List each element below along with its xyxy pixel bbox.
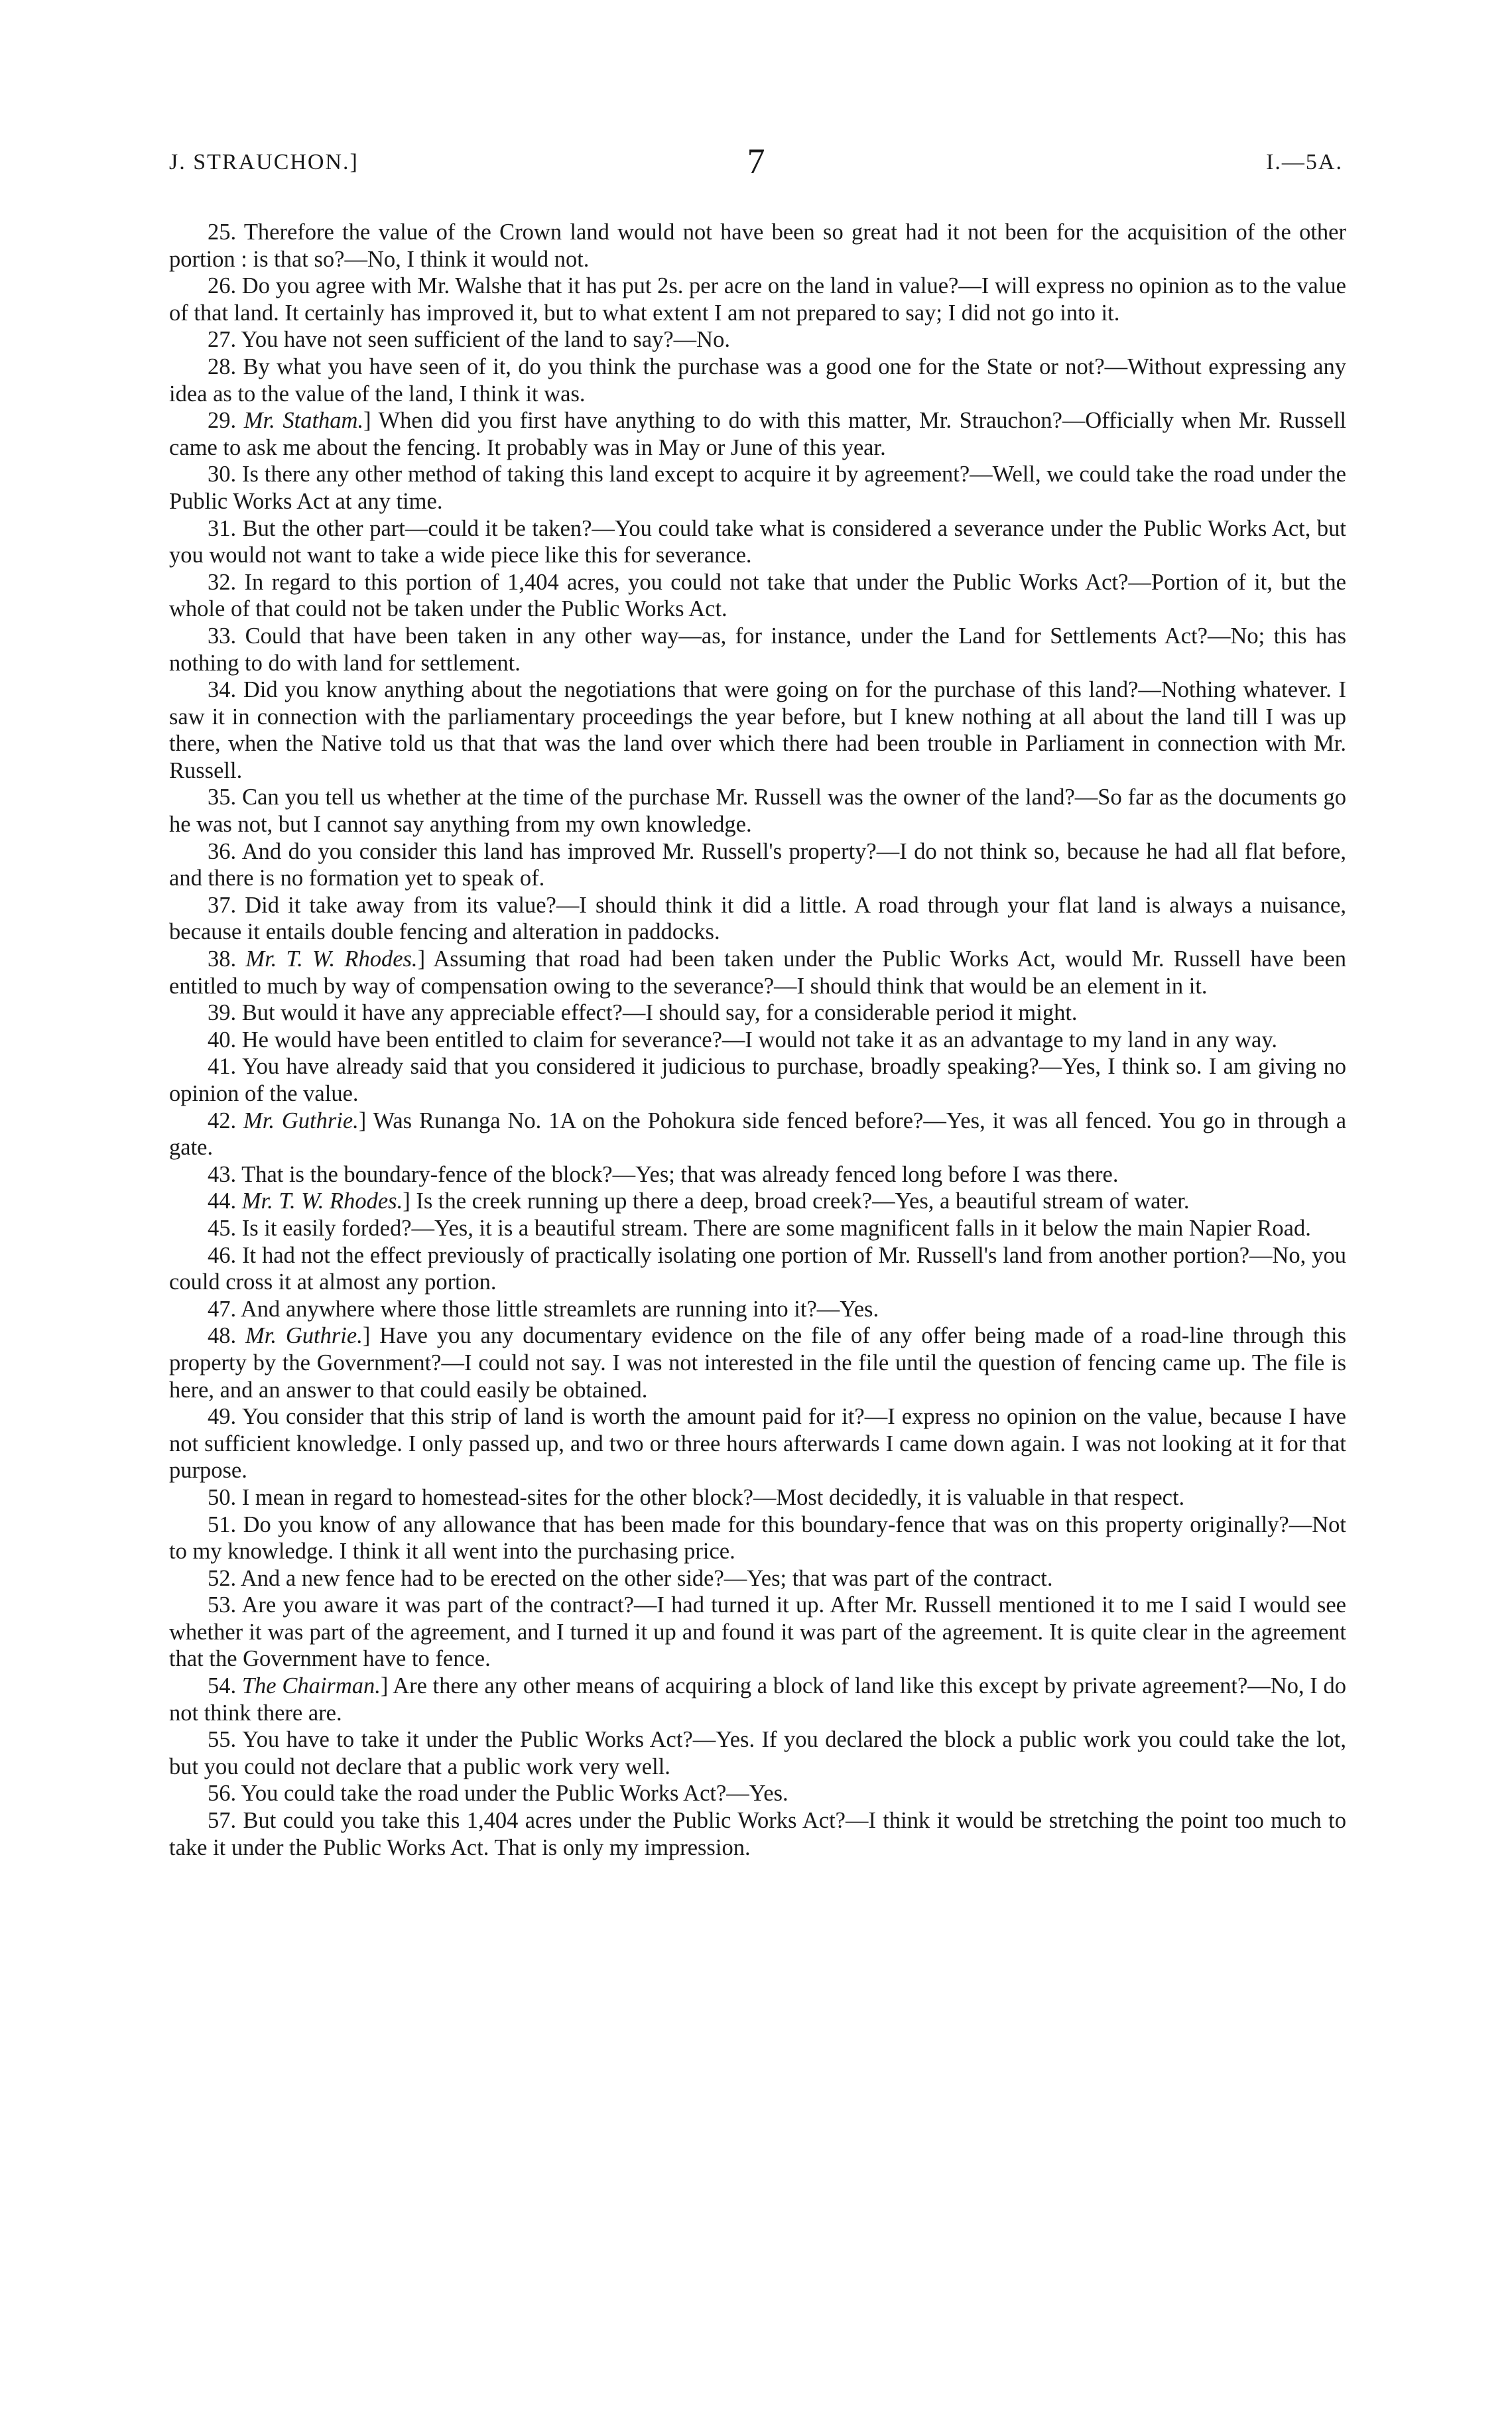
speaker-name: Mr. Guthrie. — [245, 1323, 363, 1349]
question-paragraph: 41. You have already said that you considered it judicious to purchase, broadly speaking?—Yes, I think so. I am giving no opinion of the value. — [169, 1054, 1346, 1106]
question-paragraph: 25. Therefore the value of the Crown land would not have been so great had it not been for the acquisition of the other portion : is that so?—No, I think it would not. — [169, 220, 1346, 272]
question-paragraph: 27. You have not seen sufficient of the land to say?—No. — [208, 327, 730, 353]
question-paragraph: 38. Mr. T. W. Rhodes.] Assuming that road had been taken under the Public Works Act, would Mr. Russell have been entitled to much by way of compensation owing to the severance?—I should think that would be an element in it. — [169, 946, 1347, 999]
question-paragraph: 57. But could you take this 1,404 acres under the Public Works Act?—I think it would be stretching the point too much to take it under the Public Works Act. That is only my impression. — [169, 1808, 1346, 1860]
question-paragraph: 45. Is it easily forded?—Yes, it is a beautiful stream. There are some magnificent falls in it below the main Napier Road. — [208, 1215, 1311, 1241]
question-paragraph: 49. You consider that this strip of land is worth the amount paid for it?—I express no opinion on the value, because I have not sufficient knowledge. I only passed up, and two or three hours afterwards I came down again. I was not looking at it for that purpose. — [169, 1404, 1346, 1484]
question-paragraph: 34. Did you know anything about the negotiations that were going on for the purchase of this land?—Nothing whatever. I saw it in connection with the parliamentary proceedings the year before, but I knew nothing at all about the land till I was up there, when the Native told us that that was the land over which there had been trouble in Parliament in connection with Mr. Russell. — [169, 677, 1346, 783]
question-paragraph: 28. By what you have seen of it, do you think the purchase was a good one for the State or not?—Without expressing any idea as to the value of the land, I think it was. — [169, 353, 1346, 407]
question-paragraph: 33. Could that have been taken in any other way—as, for instance, under the Land for Settlements Act?—No; this has nothing to do with land for settlement. — [169, 623, 1346, 676]
question-paragraph: 55. You have to take it under the Public Works Act?—Yes. If you declared the block a public work you could take the lot, but you could not declare that a public work very well. — [169, 1727, 1346, 1779]
question-paragraph: 40. He would have been entitled to claim for severance?—I would not take it as an advantage to my land in any way. — [208, 1027, 1277, 1053]
question-paragraph: 43. That is the boundary-fence of the block?—Yes; that was already fenced long before I was there. — [208, 1161, 1119, 1187]
question-paragraph: 37. Did it take away from its value?—I should think it did a little. A road through your flat land is always a nuisance, because it entails double fencing and alteration in paddocks. — [169, 892, 1346, 945]
question-paragraph: 54. The Chairman.] Are there any other means of acquiring a block of land like this except by private agreement?—No, I do not think there are. — [169, 1673, 1347, 1726]
speaker-name: Mr. Statham. — [243, 408, 364, 434]
page-number: 7 — [747, 141, 765, 181]
question-paragraph: 47. And anywhere where those little streamlets are running into it?—Yes. — [208, 1296, 879, 1322]
question-paragraph: 32. In regard to this portion of 1,404 acres, you could not take that under the Public Works Act?—Portion of it, but the whole of that could not be taken under the Public Works Act. — [169, 569, 1346, 622]
question-paragraph: 29. Mr. Statham.] When did you first have anything to do with this matter, Mr. Strauchon?—Officially when Mr. Russell came to ask me about the fencing. It probably was in May or June of this year. — [169, 408, 1347, 460]
question-paragraph: 52. And a new fence had to be erected on the other side?—Yes; that was part of the contract. — [208, 1565, 1053, 1591]
question-paragraph: 26. Do you agree with Mr. Walshe that it has put 2s. per acre on the land in value?—I will express no opinion as to the value of that land. It certainly has improved it, but to what extent I am not prepared to say; I did not go into it. — [169, 273, 1346, 326]
question-paragraph: 51. Do you know of any allowance that has been made for this boundary-fence that was on this property originally?—Not to my knowledge. I think it all went into the purchasing price. — [169, 1511, 1346, 1565]
question-paragraph: 46. It had not the effect previously of practically isolating one portion of Mr. Russell's land from another portion?—No, you could cross it at almost any portion. — [169, 1242, 1346, 1295]
speaker-name: Mr. T. W. Rhodes. — [245, 946, 418, 972]
evidence-body — [169, 219, 1346, 1861]
question-paragraph: 44. Mr. T. W. Rhodes.] Is the creek running up there a deep, broad creek?—Yes, a beautiful stream of water. — [208, 1188, 1190, 1214]
question-paragraph: 48. Mr. Guthrie.] Have you any documentary evidence on the file of any offer being made of a road-line through this property by the Government?—I could not say. I was not interested in the file until the question of fencing came up. The file is here, and an answer to that could easily be obtained. — [169, 1323, 1346, 1403]
question-paragraph: 39. But would it have any appreciable effect?—I should say, for a considerable period it might. — [208, 1000, 1078, 1026]
question-paragraph: 30. Is there any other method of taking this land except to acquire it by agreement?—Well, we could take the road under the Public Works Act at any time. — [169, 462, 1346, 514]
witness-name: J. STRAUCHON.] — [169, 150, 359, 174]
speaker-name: The Chairman. — [241, 1673, 381, 1699]
speaker-name: Mr. T. W. Rhodes. — [241, 1188, 403, 1214]
question-paragraph: 56. You could take the road under the Public Works Act?—Yes. — [208, 1781, 788, 1807]
question-paragraph: 35. Can you tell us whether at the time of the purchase Mr. Russell was the owner of the land?—So far as the documents go he was not, but I cannot say anything from my own knowledge. — [169, 785, 1346, 838]
speaker-name: Mr. Guthrie. — [243, 1108, 359, 1133]
question-paragraph: 42. Mr. Guthrie.] Was Runanga No. 1A on the Pohokura side fenced before?—Yes, it was all fenced. You go in through a gate. — [169, 1108, 1347, 1161]
page-header — [169, 141, 1343, 180]
question-paragraph: 50. I mean in regard to homestead-sites for the other block?—Most decidedly, it is valuable in that respect. — [208, 1484, 1185, 1510]
paper-reference: I.—5A. — [1266, 150, 1343, 174]
question-paragraph: 53. Are you aware it was part of the contract?—I had turned it up. After Mr. Russell mentioned it to me I said I would see whether it was part of the agreement, and I turned it up and found it was part of the agreement. It is quite clear in the agreement that the Government have to fence. — [169, 1592, 1346, 1672]
question-paragraph: 31. But the other part—could it be taken?—You could take what is considered a severance under the Public Works Act, but you would not want to take a wide piece like this for severance. — [169, 515, 1346, 568]
question-paragraph: 36. And do you consider this land has improved Mr. Russell's property?—I do not think so, because he had all flat before, and there is no formation yet to speak of. — [169, 838, 1346, 891]
